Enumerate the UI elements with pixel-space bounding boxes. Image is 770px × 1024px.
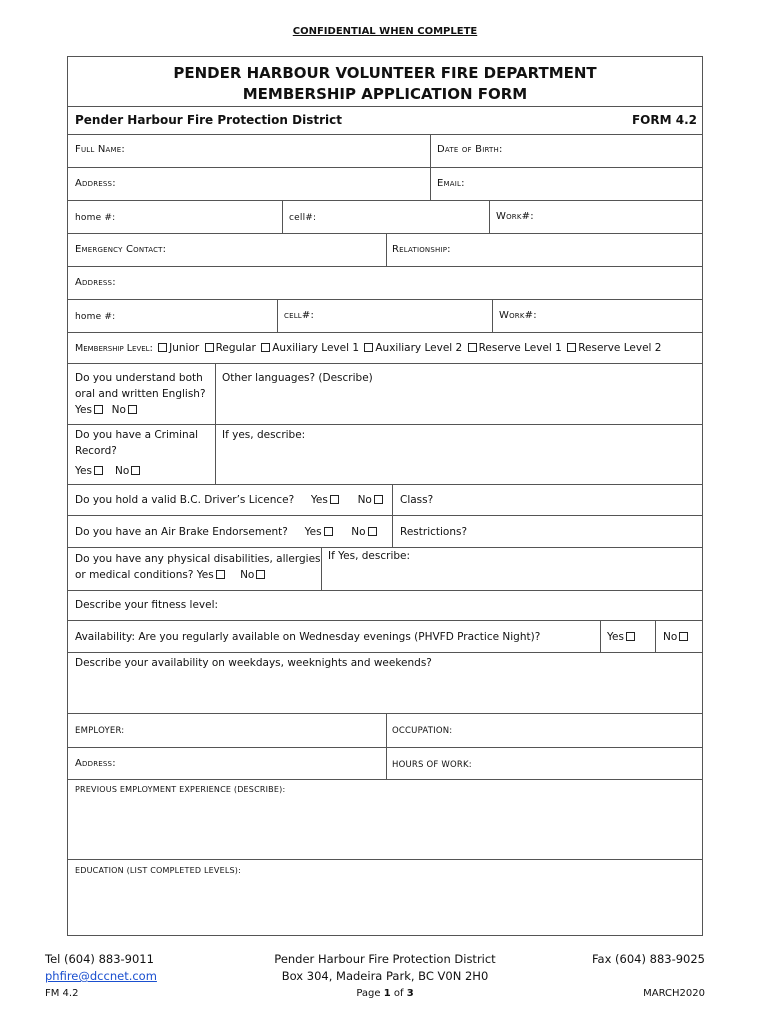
form-title-row <box>68 57 702 107</box>
licence-class-label: Class? <box>400 494 434 506</box>
junior-checkbox[interactable] <box>158 343 167 352</box>
form-title-line2: MEMBERSHIP APPLICATION FORM <box>242 85 528 103</box>
work-phone-label: Work#: <box>496 211 534 222</box>
physical-row <box>68 548 702 591</box>
licence-no-label: No <box>357 494 372 506</box>
confidential-banner: CONFIDENTIAL WHEN COMPLETE <box>292 26 478 37</box>
address-row[interactable] <box>68 168 702 201</box>
education-row[interactable] <box>68 860 702 935</box>
availability-yes <box>607 629 637 645</box>
licence-question <box>75 492 385 508</box>
english-answers <box>75 402 206 418</box>
availability-yes-checkbox[interactable] <box>626 632 635 641</box>
emergency-home-label: home #: <box>75 312 116 322</box>
physical-yes-label: Yes <box>196 569 214 581</box>
airbrake-yes-checkbox[interactable] <box>324 527 333 536</box>
district-name: Pender Harbour Fire Protection District <box>75 113 342 127</box>
english-q1: Do you understand both <box>75 372 203 384</box>
reserve-1-label: Reserve Level 1 <box>478 342 562 354</box>
footer-fax: Fax (604) 883-9025 <box>591 952 705 966</box>
physical-q2-line <box>75 567 321 583</box>
english-yes-checkbox[interactable] <box>94 405 103 414</box>
occupation-label: OCCUPATION: <box>392 726 453 736</box>
criminal-no-checkbox[interactable] <box>131 466 140 475</box>
physical-q1: Do you have any physical disabilities, allergies <box>75 553 321 565</box>
english-no-checkbox[interactable] <box>128 405 137 414</box>
employer-label: EMPLOYER: <box>75 726 125 736</box>
criminal-yes-label: Yes <box>75 465 92 477</box>
emergency-work-label: Work#: <box>499 310 537 321</box>
licence-row <box>68 485 702 516</box>
regular-label: Regular <box>215 342 256 354</box>
footer-center <box>230 951 540 1002</box>
full-name-label: Full Name: <box>75 144 125 155</box>
english-no-label: No <box>111 404 126 416</box>
full-name-row[interactable] <box>68 135 702 168</box>
criminal-question <box>75 427 198 479</box>
membership-level-label: Membership Level: <box>75 343 153 354</box>
education-label: EDUCATION (LIST COMPLETED LEVELS): <box>75 866 241 875</box>
regular-checkbox[interactable] <box>205 343 214 352</box>
physical-yes-checkbox[interactable] <box>216 570 225 579</box>
employer-row[interactable] <box>68 714 702 748</box>
auxiliary-1-label: Auxiliary Level 1 <box>272 342 360 354</box>
criminal-yes-checkbox[interactable] <box>94 466 103 475</box>
fitness-label: Describe your fitness level: <box>75 599 219 611</box>
airbrake-no-checkbox[interactable] <box>368 527 377 536</box>
physical-describe-label: If Yes, describe: <box>328 550 411 562</box>
availability-no <box>663 629 690 645</box>
reserve-2-label: Reserve Level 2 <box>578 342 662 354</box>
airbrake-question-text: Do you have an Air Brake Endorsement? <box>75 526 288 538</box>
licence-question-text: Do you hold a valid B.C. Driver’s Licence? <box>75 494 295 506</box>
relationship-label: Relationship: <box>392 244 451 255</box>
page-current: 1 <box>383 988 391 999</box>
footer-district: Pender Harbour Fire Protection District <box>274 952 496 966</box>
footer-right <box>592 951 705 1002</box>
licence-no-checkbox[interactable] <box>374 495 383 504</box>
availability-yes-label: Yes <box>607 631 624 643</box>
application-form <box>67 56 703 936</box>
footer-form-code: FM 4.2 <box>45 988 79 999</box>
licence-yes-checkbox[interactable] <box>330 495 339 504</box>
english-yes-label: Yes <box>75 404 92 416</box>
footer-email-link[interactable]: phfire@dccnet.com <box>45 969 157 983</box>
criminal-q1: Do you have a Criminal <box>75 429 199 441</box>
page-prefix: Page <box>356 988 384 999</box>
reserve-2-checkbox[interactable] <box>567 343 576 352</box>
reserve-1-checkbox[interactable] <box>468 343 477 352</box>
auxiliary-1-checkbox[interactable] <box>261 343 270 352</box>
airbrake-restrictions-label: Restrictions? <box>400 526 468 538</box>
emergency-cell-label: cell#: <box>284 310 315 321</box>
airbrake-yes-label: Yes <box>304 526 322 538</box>
availability-no-label: No <box>663 631 678 643</box>
criminal-record-row <box>68 425 702 485</box>
employer-address-row[interactable] <box>68 748 702 780</box>
footer-tel: Tel (604) 883-9011 <box>45 952 154 966</box>
criminal-describe-label: If yes, describe: <box>222 429 306 441</box>
airbrake-no-label: No <box>351 526 366 538</box>
criminal-q2: Record? <box>75 445 117 457</box>
page-of: of <box>390 988 407 999</box>
auxiliary-2-checkbox[interactable] <box>364 343 373 352</box>
licence-yes-label: Yes <box>310 494 328 506</box>
form-title-line1: PENDER HARBOUR VOLUNTEER FIRE DEPARTMENT <box>173 64 597 82</box>
airbrake-row <box>68 516 702 548</box>
previous-employment-row[interactable] <box>68 780 702 860</box>
district-row <box>68 107 702 135</box>
membership-level-row <box>68 333 702 364</box>
hours-of-work-label: HOURS OF WORK: <box>392 760 472 770</box>
dob-label: Date of Birth: <box>437 144 503 155</box>
physical-q2: or medical conditions? <box>75 569 194 581</box>
emergency-contact-row[interactable] <box>68 234 702 267</box>
footer-date: MARCH2020 <box>643 988 705 999</box>
availability-no-checkbox[interactable] <box>679 632 688 641</box>
form-title <box>68 63 702 105</box>
emergency-address-label: Address: <box>75 277 116 288</box>
junior-label: Junior <box>169 342 200 354</box>
physical-no-label: No <box>240 569 255 581</box>
english-row <box>68 364 702 425</box>
emergency-phone-row[interactable] <box>68 300 702 333</box>
emergency-contact-label: Emergency Contact: <box>75 244 167 255</box>
home-phone-label: home #: <box>75 213 116 223</box>
english-question <box>75 370 206 418</box>
criminal-no-label: No <box>114 465 130 477</box>
availability-question: Availability: Are you regularly available on Wednesday evenings (PHVFD Practice Night)? <box>75 631 541 643</box>
page-total: 3 <box>406 988 414 999</box>
physical-question <box>75 551 321 583</box>
english-q2: oral and written English? <box>75 388 206 400</box>
form-number: FORM 4.2 <box>631 113 697 127</box>
email-label: Email: <box>437 178 465 189</box>
availability-describe-label: Describe your availability on weekdays, weeknights and weekends? <box>75 657 432 669</box>
address-label: Address: <box>75 178 116 189</box>
availability-describe-row[interactable] <box>68 653 702 714</box>
emergency-address-row[interactable] <box>68 267 702 300</box>
availability-row <box>68 621 702 653</box>
footer-address: Box 304, Madeira Park, BC V0N 2H0 <box>281 969 489 983</box>
physical-no-checkbox[interactable] <box>256 570 265 579</box>
cell-phone-label: cell#: <box>289 213 317 223</box>
airbrake-question <box>75 524 379 540</box>
fitness-row[interactable] <box>68 591 702 621</box>
footer-left <box>45 951 157 1002</box>
membership-level <box>75 340 661 357</box>
footer-page-number <box>230 985 540 1002</box>
criminal-answers <box>75 463 198 479</box>
employer-address-label: Address: <box>75 758 116 769</box>
previous-employment-label: PREVIOUS EMPLOYMENT EXPERIENCE (DESCRIBE): <box>75 785 286 794</box>
auxiliary-2-label: Auxiliary Level 2 <box>375 342 463 354</box>
other-languages-label: Other languages? (Describe) <box>222 372 373 384</box>
phone-row[interactable] <box>68 201 702 234</box>
